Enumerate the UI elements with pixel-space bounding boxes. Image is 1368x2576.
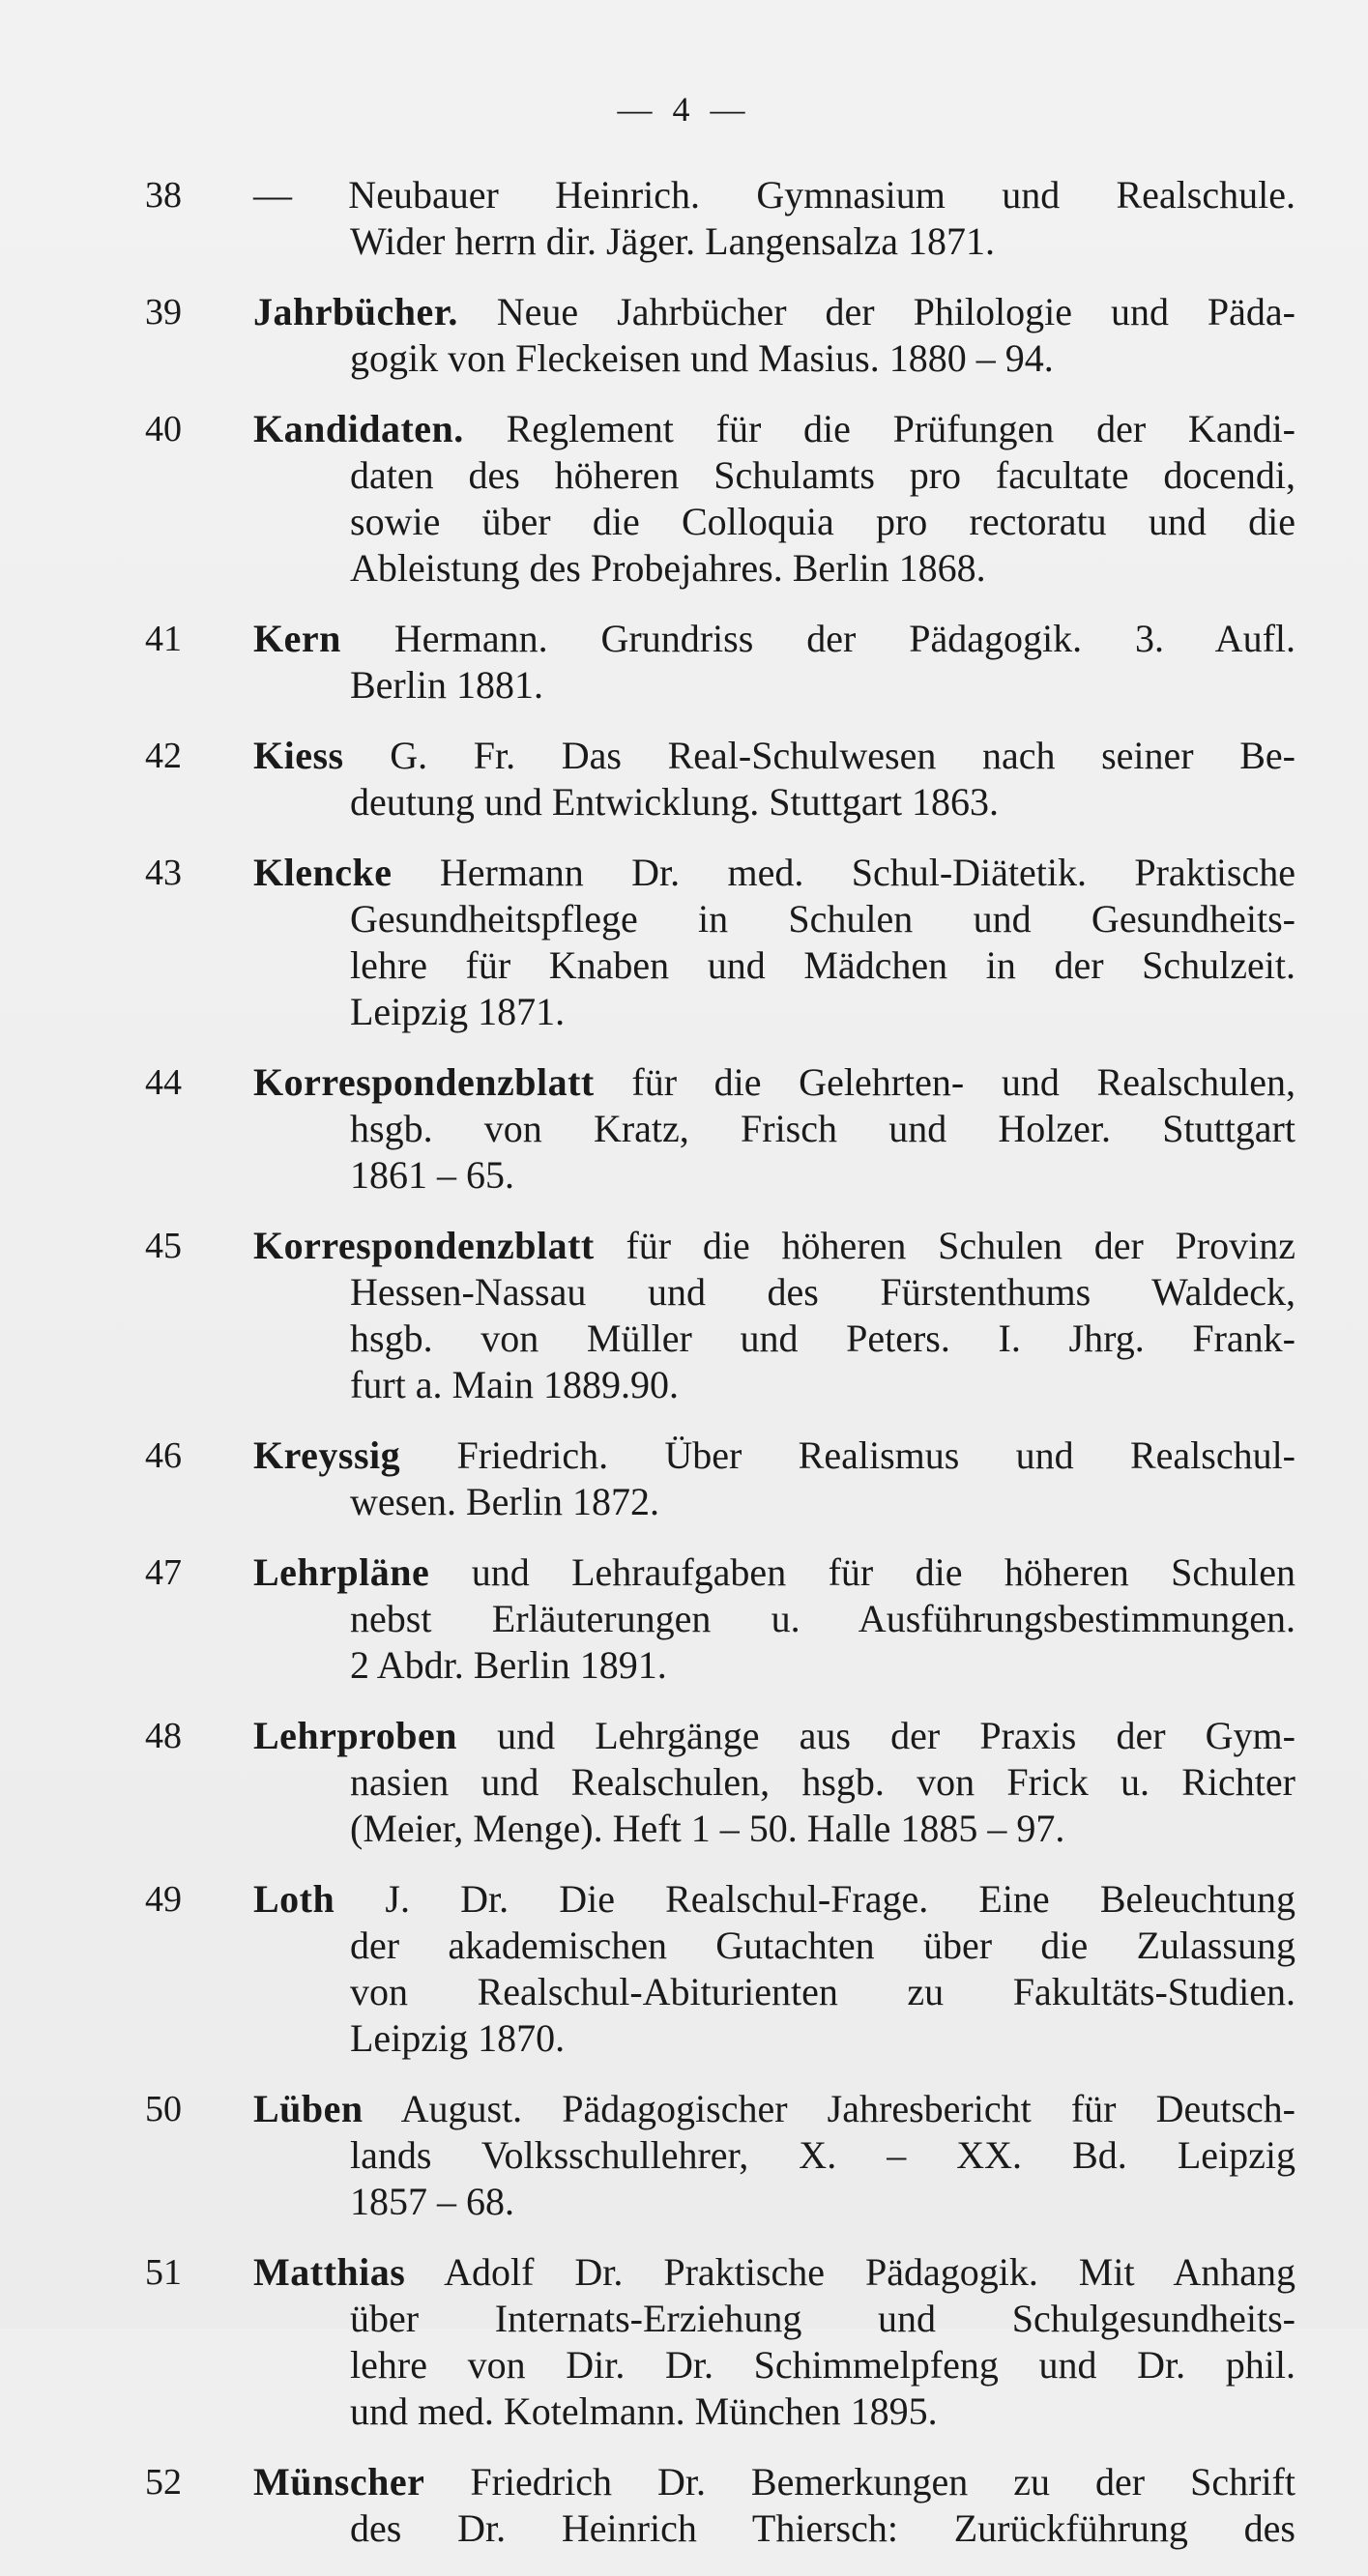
entry-keyword: Lehrproben xyxy=(253,1714,457,1757)
entry-keyword: Jahrbücher. xyxy=(253,290,458,333)
entry-keyword: Lehrpläne xyxy=(253,1550,430,1594)
entry-number: 52 xyxy=(145,2462,182,2503)
entry-line: 1861 – 65. xyxy=(350,1153,514,1197)
entry-line: lands Volksschullehrer, X. – XX. Bd. Leipzig xyxy=(350,2133,1295,2177)
bibliography-list xyxy=(145,172,1295,2576)
entry-line: deutung und Entwicklung. Stuttgart 1863. xyxy=(350,780,1000,824)
entry-line: Ableistung des Probejahres. Berlin 1868. xyxy=(350,546,986,590)
list-item xyxy=(145,1433,1295,1525)
entry-keyword: Münscher xyxy=(253,2460,425,2504)
entry-keyword: Kiess xyxy=(253,734,344,777)
entry-text: Hermann Dr. med. Schul-Diätetik. Praktische xyxy=(392,851,1295,894)
list-item xyxy=(145,2459,1295,2552)
entry-number: 43 xyxy=(145,853,182,893)
entry-line: lehre für Knaben und Mädchen in der Schulzeit. xyxy=(350,943,1295,987)
page-number: — 4 — xyxy=(617,90,751,129)
list-item xyxy=(145,1713,1295,1852)
entry-line: furt a. Main 1889.90. xyxy=(350,1363,679,1406)
entry-line: lehre von Dir. Dr. Schimmelpfeng und Dr. phil. xyxy=(350,2343,1295,2387)
entry-number: 41 xyxy=(145,619,182,659)
entry-number: 47 xyxy=(145,1552,182,1593)
entry-number: 49 xyxy=(145,1879,182,1920)
list-item xyxy=(145,172,1295,265)
entry-line: Berlin 1881. xyxy=(350,663,543,707)
list-item xyxy=(145,733,1295,825)
entry-line xyxy=(253,1059,1295,1106)
entry-line: nasien und Realschulen, hsgb. von Frick u. Richter xyxy=(350,1760,1295,1804)
entry-line: von Realschul-Abiturienten zu Fakultäts-Studien. xyxy=(350,1970,1295,2013)
entry-line: wesen. Berlin 1872. xyxy=(350,1480,659,1523)
entry-text: Reglement für die Prüfungen der Kandi- xyxy=(463,407,1295,450)
entry-number: 45 xyxy=(145,1226,182,1266)
entry-line xyxy=(253,733,1295,779)
entry-number: 46 xyxy=(145,1435,182,1476)
entry-keyword: Matthias xyxy=(253,2250,406,2294)
entry-line xyxy=(253,2459,1295,2505)
entry-line: — Neubauer Heinrich. Gymnasium und Realschule. xyxy=(253,173,1295,217)
entry-line: Leipzig 1871. xyxy=(350,990,566,1033)
entry-line: Gesundheitspflege in Schulen und Gesundheits- xyxy=(350,897,1295,941)
list-item xyxy=(145,1876,1295,2062)
list-item xyxy=(145,289,1295,382)
entry-line xyxy=(253,850,1295,896)
entry-number: 39 xyxy=(145,292,182,333)
entry-keyword: Korrespondenzblatt xyxy=(253,1060,595,1104)
entry-text: für die Gelehrten- und Realschulen, xyxy=(594,1060,1295,1104)
entry-keyword: Klencke xyxy=(253,851,393,894)
entry-line: (Meier, Menge). Heft 1 – 50. Halle 1885 – 97. xyxy=(350,1807,1065,1850)
entry-number: 50 xyxy=(145,2089,182,2129)
entry-line: daten des höheren Schulamts pro facultate docendi, xyxy=(350,453,1295,497)
entry-number: 42 xyxy=(145,736,182,776)
entry-line: und med. Kotelmann. München 1895. xyxy=(350,2389,938,2433)
entry-line: der akademischen Gutachten über die Zulassung xyxy=(350,1924,1295,1967)
entry-line xyxy=(253,1876,1295,1923)
entry-text: Neue Jahrbücher der Philologie und Päda- xyxy=(457,290,1295,333)
entry-line: 1857 – 68. xyxy=(350,2180,514,2223)
entry-keyword: Kern xyxy=(253,617,341,660)
entry-number: 44 xyxy=(145,1062,182,1103)
entry-text: und Lehraufgaben für die höheren Schulen xyxy=(429,1550,1295,1594)
entry-text: Friedrich. Über Realismus und Realschul- xyxy=(400,1433,1295,1477)
entry-line: hsgb. von Müller und Peters. I. Jhrg. Frank- xyxy=(350,1317,1295,1360)
entry-line: Hessen-Nassau und des Fürstenthums Waldeck, xyxy=(350,1270,1295,1314)
entry-line: Wider herrn dir. Jäger. Langensalza 1871. xyxy=(350,219,996,263)
entry-line: Leipzig 1870. xyxy=(350,2016,566,2060)
entry-line xyxy=(253,616,1295,662)
entry-text: Friedrich Dr. Bemerkungen zu der Schrift xyxy=(424,2460,1295,2504)
list-item xyxy=(145,616,1295,709)
entry-keyword: Loth xyxy=(253,1877,335,1921)
entry-text: und Lehrgänge aus der Praxis der Gym- xyxy=(456,1714,1295,1757)
entry-line xyxy=(253,289,1295,335)
entry-number: 48 xyxy=(145,1716,182,1756)
entry-number: 51 xyxy=(145,2252,182,2293)
entry-text: J. Dr. Die Realschul-Frage. Eine Beleuchtung xyxy=(335,1877,1295,1921)
entry-line: gogik von Fleckeisen und Masius. 1880 – 94. xyxy=(350,336,1054,380)
entry-keyword: Kandidaten. xyxy=(253,407,464,450)
entry-number: 40 xyxy=(145,409,182,449)
entry-line xyxy=(253,1713,1295,1759)
entry-line xyxy=(253,406,1295,452)
entry-line xyxy=(253,1223,1295,1269)
entry-line: hsgb. von Kratz, Frisch und Holzer. Stuttgart xyxy=(350,1107,1295,1150)
entry-keyword: Korrespondenzblatt xyxy=(253,1224,595,1267)
list-item xyxy=(145,1549,1295,1689)
entry-line: 2 Abdr. Berlin 1891. xyxy=(350,1643,667,1687)
entry-line: des Dr. Heinrich Thiersch: Zurückführung des xyxy=(350,2506,1295,2550)
list-item xyxy=(145,1223,1295,1408)
list-item xyxy=(145,850,1295,1035)
entry-text: G. Fr. Das Real-Schulwesen nach seiner Be- xyxy=(343,734,1295,777)
entry-line: nebst Erläuterungen u. Ausführungsbestimmungen. xyxy=(350,1597,1295,1640)
entry-line xyxy=(253,1549,1295,1596)
entry-line xyxy=(253,2249,1295,2296)
list-item xyxy=(145,2086,1295,2225)
entry-keyword: Lüben xyxy=(253,2087,364,2130)
entry-text: August. Pädagogischer Jahresbericht für Deutsch- xyxy=(363,2087,1295,2130)
entry-number: 38 xyxy=(145,175,182,216)
entry-line: sowie über die Colloquia pro rectoratu und die xyxy=(350,500,1295,543)
entry-line xyxy=(253,1433,1295,1479)
list-item xyxy=(145,406,1295,592)
entry-text: Adolf Dr. Praktische Pädagogik. Mit Anhang xyxy=(405,2250,1295,2294)
entry-keyword: Kreyssig xyxy=(253,1433,401,1477)
entry-text: Hermann. Grundriss der Pädagogik. 3. Aufl. xyxy=(340,617,1295,660)
list-item xyxy=(145,1059,1295,1199)
list-item xyxy=(145,2249,1295,2435)
entry-line xyxy=(253,2086,1295,2132)
entry-text: für die höheren Schulen der Provinz xyxy=(594,1224,1295,1267)
entry-line: über Internats-Erziehung und Schulgesundheits- xyxy=(350,2297,1295,2340)
